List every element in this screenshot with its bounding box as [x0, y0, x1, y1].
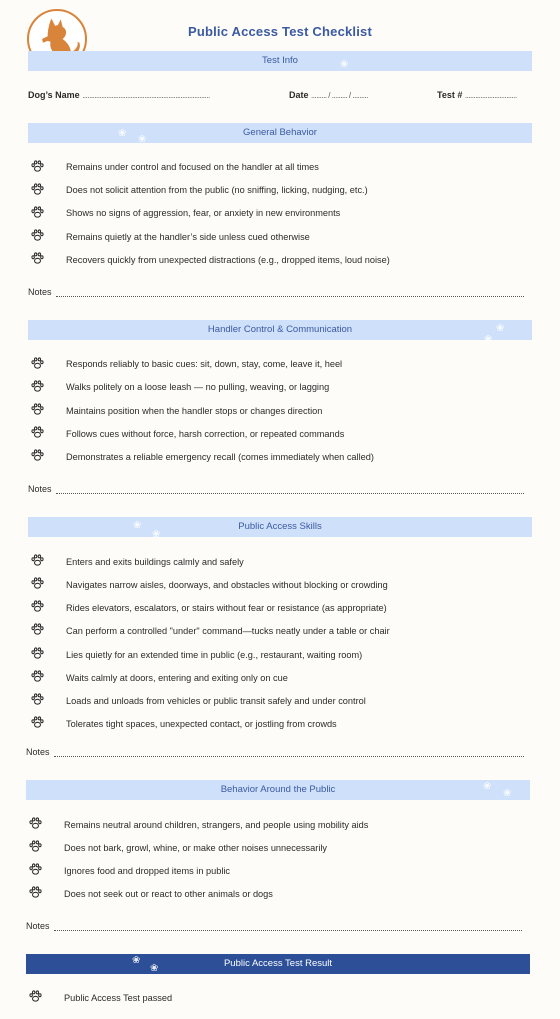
list-item-label: Tolerates tight spaces, unexpected contact, or jostling from crowds	[66, 719, 337, 729]
notes-label: Notes	[26, 747, 50, 757]
notes-line	[56, 493, 524, 494]
result-item-label: Public Access Test passed	[64, 993, 173, 1003]
notes-field[interactable]	[26, 747, 50, 757]
test-number-field[interactable]	[437, 90, 517, 100]
paw-decoration-icon: ❀	[483, 781, 492, 792]
notes-line	[54, 930, 522, 931]
paw-print-icon	[31, 577, 44, 590]
paw-print-icon	[31, 554, 44, 567]
date-field[interactable]	[289, 90, 368, 100]
notes-line	[56, 296, 524, 297]
list-item-label: Follows cues without force, harsh correction, or repeated commands	[66, 429, 345, 439]
list-item-label: Remains under control and focused on the handler at all times	[66, 162, 319, 172]
paw-print-icon	[31, 623, 44, 636]
paw-print-icon	[31, 716, 44, 729]
paw-print-icon	[31, 357, 44, 370]
paw-decoration-icon: ❀	[340, 59, 349, 70]
paw-decoration-icon: ❀	[152, 529, 161, 540]
notes-line	[54, 756, 524, 757]
list-item-label: Navigates narrow aisles, doorways, and obstacles without blocking or crowding	[66, 580, 388, 590]
paw-print-icon	[31, 380, 44, 393]
test-number-label: Test #	[437, 90, 463, 100]
paw-print-icon	[31, 229, 44, 242]
paw-print-icon	[31, 670, 44, 683]
paw-print-icon	[31, 252, 44, 265]
list-item-label: Loads and unloads from vehicles or public transit safely and under control	[66, 696, 366, 706]
list-item-label: Walks politely on a loose leash — no pulling, weaving, or lagging	[66, 382, 330, 392]
paw-print-icon	[31, 693, 44, 706]
result-header-label: Public Access Test Result	[223, 958, 333, 969]
test-info-header-label: Test Info	[262, 55, 298, 66]
notes-label: Notes	[28, 287, 52, 297]
list-item-label: Remains quietly at the handler’s side unless cued otherwise	[66, 232, 310, 242]
paw-decoration-icon: ❀	[138, 134, 147, 145]
notes-field[interactable]	[28, 484, 52, 494]
section-header-handler-control	[28, 320, 532, 345]
paw-decoration-icon: ❀	[118, 128, 127, 139]
paw-print-icon	[29, 817, 42, 830]
dog-name-blank: ..........................................................................	[82, 91, 210, 100]
test-info-header	[28, 51, 532, 71]
date-label: Date	[289, 90, 309, 100]
list-item-label: Does not seek out or react to other animals or dogs	[64, 889, 273, 899]
dog-name-field[interactable]	[28, 90, 210, 100]
paw-print-icon	[31, 449, 44, 462]
paw-print-icon	[31, 647, 44, 660]
paw-print-icon	[31, 206, 44, 219]
paw-print-icon	[31, 183, 44, 196]
section-header-label: Behavior Around the Public	[220, 784, 336, 795]
list-item-label: Maintains position when the handler stops or changes direction	[66, 406, 323, 416]
notes-label: Notes	[28, 484, 52, 494]
list-item-label: Does not solicit attention from the public (no sniffing, licking, nudging, etc.)	[66, 185, 368, 195]
section-header-label: Public Access Skills	[238, 521, 322, 532]
test-number-blank: ..............................	[464, 91, 517, 100]
date-blank: ......... / ......... / .........	[311, 91, 368, 100]
list-item-label: Responds reliably to basic cues: sit, down, stay, come, leave it, heel	[66, 359, 343, 369]
paw-decoration-icon: ❀	[503, 788, 512, 799]
notes-field[interactable]	[28, 287, 52, 297]
list-item-label: Can perform a controlled "under" command—tucks neatly under a table or chair	[66, 626, 390, 636]
paw-decoration-icon: ❀	[496, 323, 505, 334]
list-item-label: Enters and exits buildings calmly and safely	[66, 557, 244, 567]
list-item-label: Does not bark, growl, whine, or make other noises unnecessarily	[64, 843, 327, 853]
list-item-label: Ignores food and dropped items in public	[64, 866, 230, 876]
paw-decoration-icon: ❀	[150, 963, 159, 974]
section-header-label: General Behavior	[243, 127, 317, 138]
list-item-label: Remains neutral around children, strangers, and people using mobility aids	[64, 820, 369, 830]
paw-decoration-icon: ❀	[484, 334, 493, 345]
list-item-label: Waits calmly at doors, entering and exiting only on cue	[66, 673, 288, 683]
section-header-public-access-skills	[28, 517, 532, 540]
section-header-general-behavior	[28, 123, 532, 143]
notes-label: Notes	[26, 921, 50, 931]
list-item-label: Shows no signs of aggression, fear, or anxiety in new environments	[66, 208, 341, 218]
paw-print-icon	[29, 990, 42, 1003]
result-header	[26, 954, 530, 974]
list-item-label: Lies quietly for an extended time in public (e.g., restaurant, waiting room)	[66, 650, 363, 660]
paw-print-icon	[29, 863, 42, 876]
paw-print-icon	[31, 160, 44, 173]
dog-name-label: Dog’s Name	[28, 90, 80, 100]
paw-print-icon	[31, 600, 44, 613]
paw-decoration-icon: ❀	[133, 520, 142, 531]
list-item-label: Demonstrates a reliable emergency recall (comes immediately when called)	[66, 452, 374, 462]
paw-decoration-icon: ❀	[132, 955, 141, 966]
section-header-behavior-around-public	[26, 780, 530, 800]
paw-print-icon	[31, 426, 44, 439]
notes-field[interactable]	[26, 921, 50, 931]
section-header-label: Handler Control & Communication	[207, 324, 353, 335]
paw-print-icon	[31, 403, 44, 416]
list-item-label: Rides elevators, escalators, or stairs without fear or resistance (as appropriate)	[66, 603, 387, 613]
page-title: Public Access Test Checklist	[187, 24, 373, 39]
paw-print-icon	[29, 886, 42, 899]
paw-print-icon	[29, 840, 42, 853]
list-item-label: Recovers quickly from unexpected distractions (e.g., dropped items, loud noise)	[66, 255, 390, 265]
